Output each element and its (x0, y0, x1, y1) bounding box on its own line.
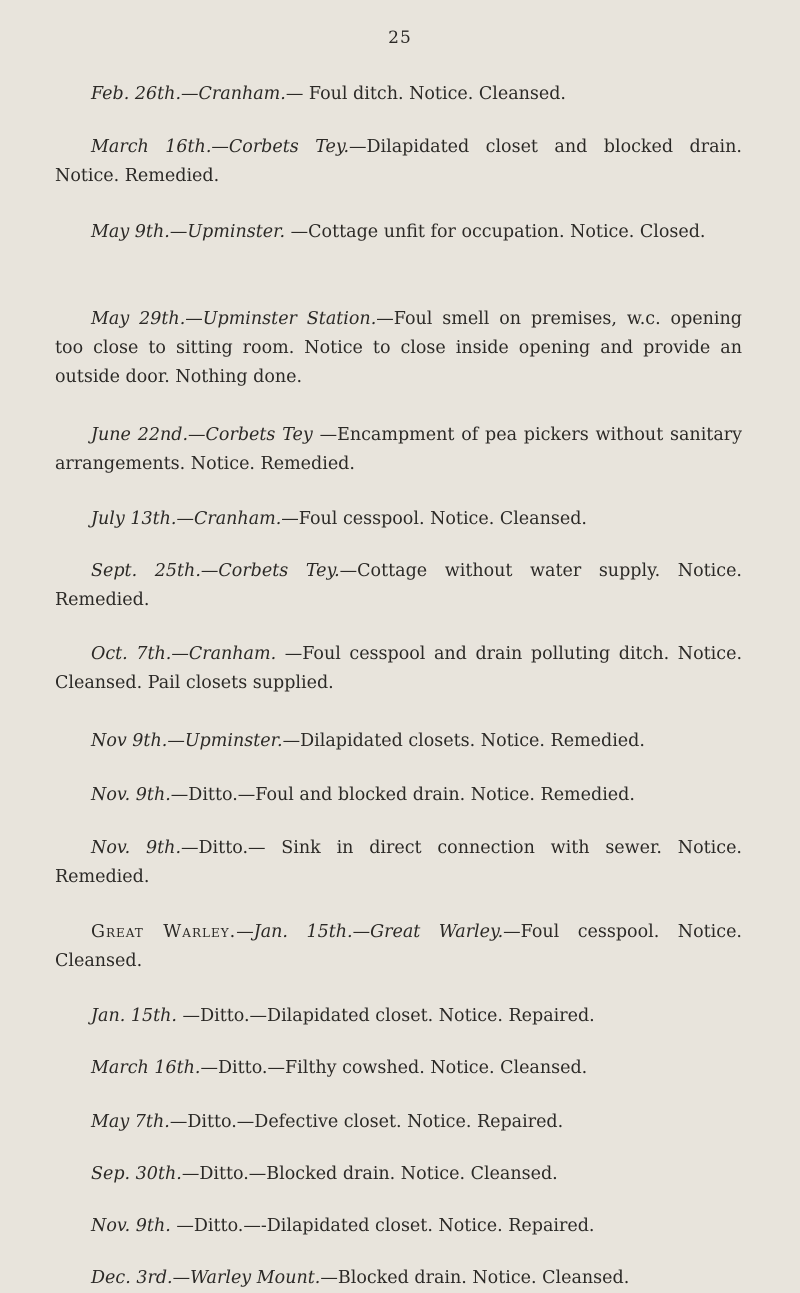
entry: Feb. 26th.—Cranham.— Foul ditch. Notice. Cleansed. (91, 84, 566, 104)
entry-text: —Encampment of pea pickers without sanitary arrangements. Notice. Remedied. (55, 425, 743, 474)
entry-date: Nov. 9th. (91, 838, 182, 858)
district-heading: Great Warley. (91, 922, 237, 942)
entry-text: —Foul cesspool and drain polluting ditch. Notice. Cleansed. Pail closets supplied. (55, 644, 743, 693)
entry-date: May 9th. (91, 222, 170, 242)
entry-text: Ditto.— Sink in direct connection with sewer. Notice. Remedied. (55, 838, 742, 887)
entry-date: June 22nd. (91, 425, 189, 445)
entry-date: July 13th. (91, 509, 177, 529)
entry-date: Feb. 26th. (91, 84, 182, 104)
entry-date: Jan. 15th. (91, 1006, 177, 1026)
entry: July 13th.—Cranham.—Foul cesspool. Notice. Cleansed. (91, 509, 587, 529)
page-number: 25 (388, 28, 412, 48)
entry-text: Ditto.—Foul and blocked drain. Notice. Remedied. (188, 785, 635, 805)
entry: Dec. 3rd.—Warley Mount.—Blocked drain. Notice. Cleansed. (91, 1268, 630, 1288)
entry-date: Oct. 7th. (91, 644, 172, 664)
entry-text: —Dilapidated closets. Notice. Remedied. (282, 731, 645, 751)
entry-text: — Foul ditch. Notice. Cleansed. (285, 84, 566, 104)
entry-date: March 16th. (91, 1058, 201, 1078)
entry-text: —Cottage without water supply. Notice. Remedied. (55, 561, 742, 610)
entry-date: Nov. 9th. (91, 785, 171, 805)
entry-date: Sep. 30th. (91, 1164, 182, 1184)
entry: Nov. 9th.—Ditto.— Sink in direct connection with sewer. Notice. Remedied. (55, 838, 742, 887)
entry-text: Ditto.—Blocked drain. Notice. Cleansed. (199, 1164, 558, 1184)
entry-place: Great Warley. (370, 922, 504, 942)
entry-text: —Foul cesspool. Notice. Cleansed. (55, 922, 742, 971)
entry-place: Upminster. (184, 731, 283, 751)
entry-place: Upminster. (187, 222, 286, 242)
entry: Sep. 30th.—Ditto.—Blocked drain. Notice. Cleansed. (91, 1164, 558, 1184)
entry-place: Corbets Tey. (218, 561, 340, 581)
entry-place: Cranham. (188, 644, 277, 664)
entry-date: May 29th. (91, 309, 186, 329)
entry-text: —Foul cesspool. Notice. Cleansed. (281, 509, 587, 529)
entry: Sept. 25th.—Corbets Tey.—Cottage without water supply. Notice. Remedied. (55, 561, 742, 610)
entry-text: —Blocked drain. Notice. Cleansed. (320, 1268, 630, 1288)
entry-date: —Jan. 15th. (236, 922, 353, 942)
entry-text: Ditto.—Dilapidated closet. Notice. Repaired. (200, 1006, 595, 1026)
entry-date: Nov. 9th. (91, 1216, 171, 1236)
entry-text: Ditto.—-Dilapidated closet. Notice. Repaired. (193, 1216, 595, 1236)
entry-date: Dec. 3rd. (91, 1268, 173, 1288)
entry-place: Cranham. (193, 509, 282, 529)
entry-text: —Dilapidated closet and blocked drain. Notice. Remedied. (55, 137, 742, 186)
entry-date: Nov 9th. (91, 731, 168, 751)
entry-place: Corbets Tey (205, 425, 313, 445)
entry-date: Sept. 25th. (91, 561, 201, 581)
entry: Nov 9th.—Upminster.—Dilapidated closets. Notice. Remedied. (91, 731, 645, 751)
entry: Oct. 7th.—Cranham. —Foul cesspool and drain polluting ditch. Notice. Cleansed. Pail closets supplied. (55, 644, 743, 693)
entry: March 16th.—Corbets Tey.—Dilapidated closet and blocked drain. Notice. Remedied. (55, 137, 742, 186)
entry-text: —Foul smell on premises, w.c. opening too close to sitting room. Notice to close inside opening and provide an outside door. Nothing done. (55, 309, 742, 387)
entry: May 29th.—Upminster Station.—Foul smell on premises, w.c. opening too close to sitting room. Notice to close inside opening and provide an outside door. Nothing done. (55, 309, 742, 387)
entry: Jan. 15th. —Ditto.—Dilapidated closet. Notice. Repaired. (91, 1006, 595, 1026)
entry-place: Corbets Tey. (228, 137, 350, 157)
entry-date: May 7th. (91, 1112, 170, 1132)
entry-place: Cranham. (198, 84, 286, 104)
entry: March 16th.—Ditto.—Filthy cowshed. Notice. Cleansed. (91, 1058, 588, 1078)
entry: May 9th.—Upminster. —Cottage unfit for occupation. Notice. Closed. (91, 222, 706, 242)
entry-place: Warley Mount. (190, 1268, 321, 1288)
entry: Nov. 9th.—Ditto.—Foul and blocked drain. Notice. Remedied. (91, 785, 635, 805)
entry-text: Ditto.—Filthy cowshed. Notice. Cleansed. (218, 1058, 588, 1078)
entry: June 22nd.—Corbets Tey —Encampment of pea pickers without sanitary arrangements. Notice. Remedied. (55, 425, 743, 474)
entry: Nov. 9th. —Ditto.—-Dilapidated closet. Notice. Repaired. (91, 1216, 595, 1236)
entry: Great Warley.—Jan. 15th.—Great Warley.—Foul cesspool. Notice. Cleansed. (55, 922, 742, 971)
entry-text: —Cottage unfit for occupation. Notice. Closed. (285, 222, 706, 242)
entry: May 7th.—Ditto.—Defective closet. Notice. Repaired. (91, 1112, 564, 1132)
entry-date: March 16th. (91, 137, 212, 157)
entry-place: Upminster Station. (202, 309, 377, 329)
entry-text: Ditto.—Defective closet. Notice. Repaired. (187, 1112, 564, 1132)
